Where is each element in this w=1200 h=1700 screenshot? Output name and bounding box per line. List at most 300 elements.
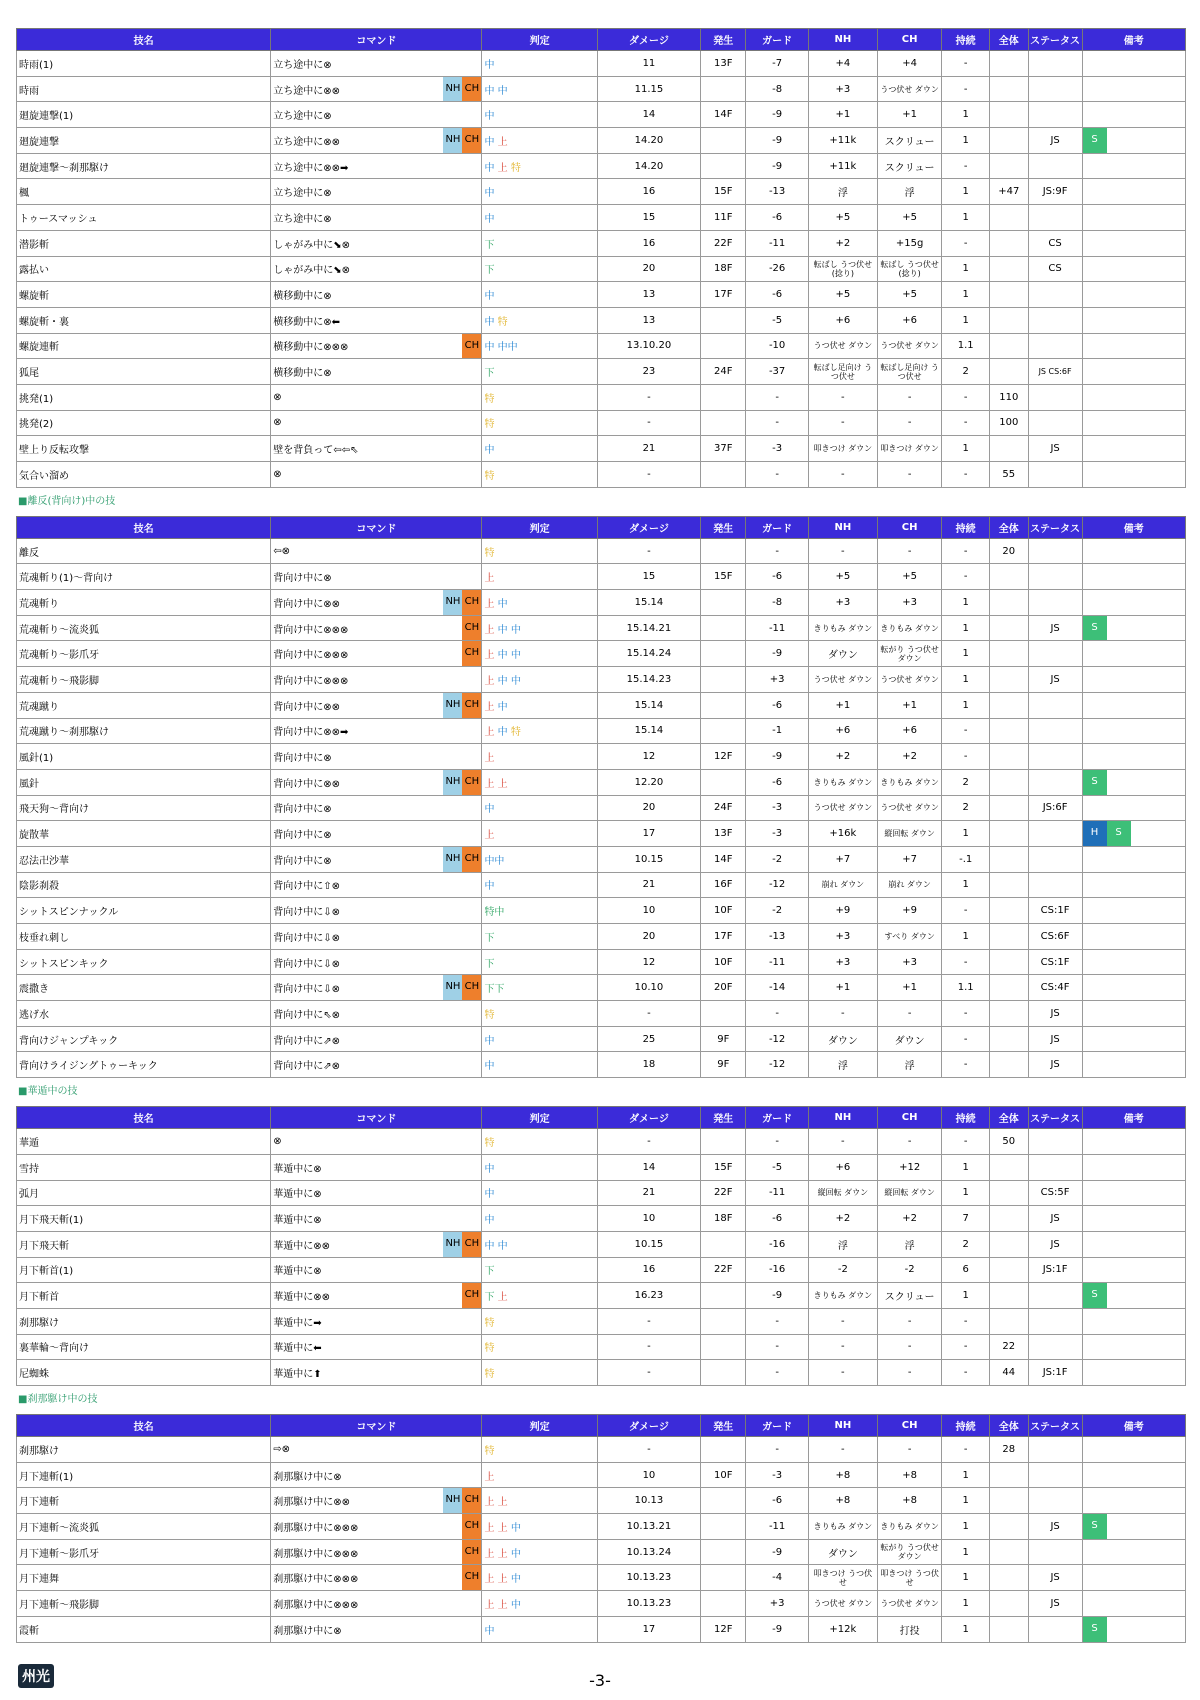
command-text: 華遁中に⬅ (273, 1343, 322, 1355)
command-text: 刹那駆け中に⊗⊗⊗ (273, 1599, 359, 1611)
command-text: 刹那駆け中に⊗ (273, 1625, 342, 1637)
nh-cell (808, 898, 877, 924)
judge-mark: 下 (484, 932, 495, 944)
header-row (17, 29, 1186, 51)
nh-value: +2 (835, 1213, 851, 1225)
move-name: 尼蜘蛛 (17, 1360, 271, 1386)
ch-value: すべり ダウン (884, 931, 935, 941)
command-cell (271, 384, 482, 410)
dur-value: - (963, 1315, 968, 1327)
start-cell (701, 51, 746, 77)
judge-mark: 上 (484, 1497, 495, 1509)
judge-mark: 上 (497, 136, 508, 148)
column-header: 技名 (17, 1107, 271, 1129)
dur-value: 1 (962, 1572, 969, 1584)
total-value: +47 (998, 186, 1020, 198)
judge-mark: 中 (484, 59, 495, 71)
dur-value: - (963, 160, 968, 172)
column-header: 備考 (1082, 516, 1185, 538)
dmg-value: 21 (642, 879, 656, 891)
ch-value: - (907, 545, 912, 557)
status-cell (1028, 744, 1082, 770)
dmg-value: 14.20 (634, 134, 664, 146)
guard-cell (746, 1001, 808, 1027)
dmg-value: - (647, 1135, 651, 1147)
dmg-value: 10.15 (634, 1238, 664, 1250)
guard-cell (746, 1616, 808, 1642)
guard-cell (746, 462, 808, 488)
notes-cell (1082, 975, 1185, 1001)
status-value: JS CS:6F (1038, 367, 1072, 377)
note-badges (1083, 821, 1131, 846)
judge-cell (482, 384, 597, 410)
ch-value: きりもみ ダウン (880, 623, 939, 633)
start-cell (701, 1129, 746, 1155)
column-header: 発生 (701, 29, 746, 51)
guard-cell (746, 975, 808, 1001)
status-cell (1028, 1129, 1082, 1155)
start-value: 12F (714, 751, 733, 763)
dmg-cell (597, 307, 700, 333)
command-text: 立ち途中に⊗ (273, 59, 332, 71)
ch-value: +1 (902, 109, 918, 121)
dur-cell (942, 410, 989, 436)
start-value: 18F (714, 263, 733, 275)
judge-cell (482, 795, 597, 821)
guard-value: -11 (768, 622, 786, 634)
start-cell (701, 924, 746, 950)
judge-cell (482, 436, 597, 462)
notes-cell (1082, 590, 1185, 616)
start-value: 22F (714, 1187, 733, 1199)
ch-cell (877, 1539, 942, 1565)
move-table (16, 1414, 1186, 1643)
table-row (17, 1462, 1186, 1488)
judge-cell (482, 872, 597, 898)
judge-mark: 中 (484, 881, 495, 893)
dmg-value: 10.13.21 (626, 1520, 672, 1532)
nh-cell (808, 1616, 877, 1642)
ch-tag: CH (462, 1565, 481, 1590)
table-row (17, 590, 1186, 616)
nh-value: - (841, 1315, 845, 1327)
nh-cell (808, 641, 877, 667)
dur-cell (942, 1283, 989, 1309)
guard-cell (746, 1154, 808, 1180)
move-name: 潜影斬 (17, 230, 271, 256)
nh-value: +11k (829, 134, 857, 146)
guard-value: -9 (772, 1623, 783, 1635)
ch-cell (877, 641, 942, 667)
judge-cell (482, 1001, 597, 1027)
judge-mark: 中 (510, 1548, 521, 1560)
column-header: ステータス (1028, 1107, 1082, 1129)
move-name: 荒魂斬り～飛影脚 (17, 667, 271, 693)
total-cell (989, 1308, 1028, 1334)
dmg-cell (597, 641, 700, 667)
nh-value: - (841, 417, 845, 429)
ch-value: 打投 (899, 1625, 920, 1637)
ch-value: +1 (902, 699, 918, 711)
status-value: JS (1050, 1059, 1060, 1071)
dur-value: 1 (962, 211, 969, 223)
nh-value: ダウン (827, 650, 858, 662)
move-name: 雪持 (17, 1154, 271, 1180)
column-header: ダメージ (597, 1107, 700, 1129)
table-row (17, 205, 1186, 231)
column-header: 持続 (942, 1415, 989, 1437)
table-row (17, 462, 1186, 488)
nh-value: ダウン (827, 1035, 858, 1047)
nh-value: +11k (829, 160, 857, 172)
start-cell (701, 1052, 746, 1078)
guard-value: -6 (772, 1213, 783, 1225)
column-header: 発生 (701, 1415, 746, 1437)
total-cell (989, 1026, 1028, 1052)
ch-cell (877, 846, 942, 872)
start-value: 9F (717, 1033, 730, 1045)
start-value: 13F (714, 828, 733, 840)
dmg-value: - (647, 1007, 651, 1019)
dur-value: 1 (962, 879, 969, 891)
command-cell (271, 1283, 482, 1309)
ch-cell (877, 538, 942, 564)
move-name: 時雨(1) (17, 51, 271, 77)
status-cell (1028, 1308, 1082, 1334)
nh-cell (808, 846, 877, 872)
nh-value: +3 (835, 930, 851, 942)
status-value: JS:1F (1042, 1367, 1068, 1379)
ch-tag: CH (462, 770, 481, 795)
status-cell (1028, 230, 1082, 256)
command-cell (271, 1488, 482, 1514)
dmg-cell (597, 282, 700, 308)
start-value: 10F (714, 1469, 733, 1481)
dur-value: 1 (962, 314, 969, 326)
dmg-cell (597, 1488, 700, 1514)
start-value: 15F (714, 571, 733, 583)
status-cell (1028, 1026, 1082, 1052)
command-cell (271, 1257, 482, 1283)
guard-cell (746, 359, 808, 385)
table-row (17, 1488, 1186, 1514)
command-text: 立ち途中に⊗⊗ (273, 85, 341, 97)
guard-cell (746, 898, 808, 924)
command-cell (271, 230, 482, 256)
ch-cell (877, 795, 942, 821)
dmg-value: 13.10.20 (626, 340, 672, 352)
nh-cell (808, 76, 877, 102)
dmg-cell (597, 718, 700, 744)
nh-value: うつ伏せ ダウン (813, 803, 873, 813)
ch-cell (877, 1591, 942, 1617)
table-row (17, 1231, 1186, 1257)
dmg-cell (597, 1514, 700, 1540)
dmg-cell (597, 898, 700, 924)
dmg-value: 17 (642, 828, 656, 840)
start-cell (701, 1539, 746, 1565)
dmg-cell (597, 590, 700, 616)
column-header: NH (808, 29, 877, 51)
nh-value: うつ伏せ ダウン (813, 1598, 873, 1608)
guard-value: -6 (772, 776, 783, 788)
dmg-cell (597, 102, 700, 128)
notes-cell (1082, 205, 1185, 231)
notes-cell (1082, 1154, 1185, 1180)
command-cell (271, 872, 482, 898)
command-text: ⊗ (273, 1135, 282, 1147)
nh-cell (808, 949, 877, 975)
guard-value: -4 (772, 1572, 783, 1584)
nh-cell (808, 564, 877, 590)
move-name: 狐尾 (17, 359, 271, 385)
guard-value: - (775, 417, 779, 429)
notes-cell (1082, 821, 1185, 847)
start-cell (701, 333, 746, 359)
start-value: 17F (714, 289, 733, 301)
status-value: JS:9F (1042, 186, 1068, 198)
ch-tag: CH (462, 1283, 481, 1308)
ch-cell (877, 590, 942, 616)
judge-cell (482, 1591, 597, 1617)
start-cell (701, 205, 746, 231)
judge-cell (482, 1565, 597, 1591)
dmg-cell (597, 1154, 700, 1180)
judge-mark: 上 (497, 1574, 508, 1586)
note-badges (1083, 128, 1107, 153)
notes-cell (1082, 795, 1185, 821)
judge-mark: 上 (484, 830, 495, 842)
column-header: 判定 (482, 29, 597, 51)
nh-cell (808, 307, 877, 333)
dur-cell (942, 1437, 989, 1463)
start-value: 14F (714, 109, 733, 121)
dmg-value: 15.14 (634, 725, 664, 737)
command-cell (271, 821, 482, 847)
status-value: JS:6F (1042, 802, 1068, 814)
start-cell (701, 744, 746, 770)
start-cell (701, 718, 746, 744)
total-cell (989, 436, 1028, 462)
ch-value: - (907, 1367, 912, 1379)
judge-mark: 中 (497, 598, 508, 610)
ch-tag: CH (462, 1232, 481, 1257)
move-name: 霞斬 (17, 1616, 271, 1642)
notes-cell (1082, 333, 1185, 359)
start-value: 11F (714, 211, 733, 223)
judge-mark: 中 (484, 804, 495, 816)
ch-cell (877, 1001, 942, 1027)
hit-tags (462, 616, 481, 641)
column-header: ステータス (1028, 1415, 1082, 1437)
dur-value: 1 (962, 648, 969, 660)
status-value: JS (1050, 134, 1060, 146)
dur-cell (942, 744, 989, 770)
guard-cell (746, 564, 808, 590)
notes-cell (1082, 1539, 1185, 1565)
command-text: 立ち途中に⊗ (273, 213, 332, 225)
status-cell (1028, 1334, 1082, 1360)
column-header: コマンド (271, 516, 482, 538)
command-cell (271, 615, 482, 641)
nh-value: 崩れ ダウン (821, 880, 865, 890)
move-name: 陰影刹殺 (17, 872, 271, 898)
dmg-value: 10.13 (634, 1495, 664, 1507)
ch-value: +3 (902, 596, 918, 608)
table-row (17, 410, 1186, 436)
nh-tag: NH (443, 1488, 462, 1513)
judge-cell (482, 718, 597, 744)
ch-value: +15g (895, 237, 924, 249)
judge-mark: 中 (484, 291, 495, 303)
note-badges (1083, 616, 1107, 641)
ch-value: 浮 (904, 1061, 915, 1073)
start-cell (701, 1514, 746, 1540)
header-row (17, 1107, 1186, 1129)
move-name: 月下斬首 (17, 1283, 271, 1309)
table-row (17, 795, 1186, 821)
guard-cell (746, 1514, 808, 1540)
guard-cell (746, 230, 808, 256)
ch-tag: CH (462, 1514, 481, 1539)
ch-cell (877, 128, 942, 154)
judge-mark: 上 (484, 650, 495, 662)
dur-cell (942, 359, 989, 385)
table-row (17, 1539, 1186, 1565)
judge-mark: 上 (484, 598, 495, 610)
table-row (17, 282, 1186, 308)
command-cell (271, 76, 482, 102)
table-row (17, 872, 1186, 898)
judge-cell (482, 1437, 597, 1463)
status-cell (1028, 1283, 1082, 1309)
status-cell (1028, 436, 1082, 462)
guard-value: -11 (768, 1520, 786, 1532)
ch-cell (877, 76, 942, 102)
dur-value: - (963, 905, 968, 917)
ch-value: +4 (902, 57, 918, 69)
dur-value: 1 (962, 828, 969, 840)
column-header: 技名 (17, 1415, 271, 1437)
total-cell (989, 1001, 1028, 1027)
total-cell (989, 179, 1028, 205)
judge-mark: 中 (484, 1035, 495, 1047)
command-cell (271, 333, 482, 359)
table-row (17, 1026, 1186, 1052)
move-name: 荒魂蹴り～刹那駆け (17, 718, 271, 744)
table-row (17, 102, 1186, 128)
nh-cell (808, 410, 877, 436)
dmg-cell (597, 384, 700, 410)
dmg-value: 21 (642, 443, 656, 455)
ch-value: きりもみ ダウン (880, 777, 939, 787)
guard-cell (746, 1591, 808, 1617)
command-cell (271, 744, 482, 770)
judge-mark: 中 (484, 136, 495, 148)
total-cell (989, 462, 1028, 488)
nh-value: +5 (835, 211, 851, 223)
dmg-value: 10.10 (634, 982, 664, 994)
ch-value: 叩きつけ うつ伏せ (880, 1568, 939, 1587)
ch-cell (877, 333, 942, 359)
notes-cell (1082, 153, 1185, 179)
table-row (17, 1334, 1186, 1360)
nh-cell (808, 872, 877, 898)
dur-value: 1 (962, 289, 969, 301)
dur-value: 1 (962, 1187, 969, 1199)
dur-value: - (963, 545, 968, 557)
ch-cell (877, 256, 942, 282)
dur-cell (942, 846, 989, 872)
status-cell (1028, 1052, 1082, 1078)
column-header: コマンド (271, 29, 482, 51)
ch-value: 浮 (904, 1240, 915, 1252)
judge-mark: 中 (484, 1215, 495, 1227)
table-row (17, 1360, 1186, 1386)
total-cell (989, 384, 1028, 410)
status-value: CS:6F (1040, 930, 1070, 942)
dur-value: 1 (962, 263, 969, 275)
dur-cell (942, 872, 989, 898)
dur-cell (942, 1052, 989, 1078)
status-cell (1028, 307, 1082, 333)
guard-value: - (775, 545, 779, 557)
command-cell (271, 282, 482, 308)
judge-cell (482, 975, 597, 1001)
judge-mark: 中 (497, 650, 508, 662)
move-name: 枝垂れ刺し (17, 924, 271, 950)
guard-cell (746, 256, 808, 282)
nh-value: -2 (837, 1264, 848, 1276)
notes-cell (1082, 1437, 1185, 1463)
judge-mark: 特 (484, 1009, 495, 1021)
nh-cell (808, 153, 877, 179)
notes-cell (1082, 1001, 1185, 1027)
nh-cell (808, 1539, 877, 1565)
judge-mark: 上 (484, 778, 495, 790)
command-text: 華遁中に⊗ (273, 1189, 322, 1201)
move-name: 飛天狗～背向け (17, 795, 271, 821)
ch-cell (877, 949, 942, 975)
nh-cell (808, 590, 877, 616)
guard-cell (746, 615, 808, 641)
status-cell (1028, 384, 1082, 410)
move-name: 月下斬首(1) (17, 1257, 271, 1283)
move-name: 荒魂斬り (17, 590, 271, 616)
guard-value: - (775, 468, 779, 480)
note-badges (1083, 1617, 1107, 1642)
command-cell (271, 1616, 482, 1642)
judge-mark: 特 (484, 470, 495, 482)
column-header: CH (877, 1415, 942, 1437)
start-cell (701, 564, 746, 590)
dur-value: 2 (962, 802, 969, 814)
table-row (17, 1180, 1186, 1206)
notes-cell (1082, 924, 1185, 950)
hit-tags (443, 77, 481, 102)
ch-value: うつ伏せ ダウン (880, 341, 939, 351)
total-cell (989, 615, 1028, 641)
guard-cell (746, 128, 808, 154)
dmg-value: 16 (642, 186, 656, 198)
s-badge: S (1083, 616, 1107, 641)
dmg-cell (597, 462, 700, 488)
column-header: 技名 (17, 29, 271, 51)
dmg-cell (597, 1283, 700, 1309)
dmg-cell (597, 769, 700, 795)
judge-mark: 上 (484, 1522, 495, 1534)
status-cell (1028, 975, 1082, 1001)
